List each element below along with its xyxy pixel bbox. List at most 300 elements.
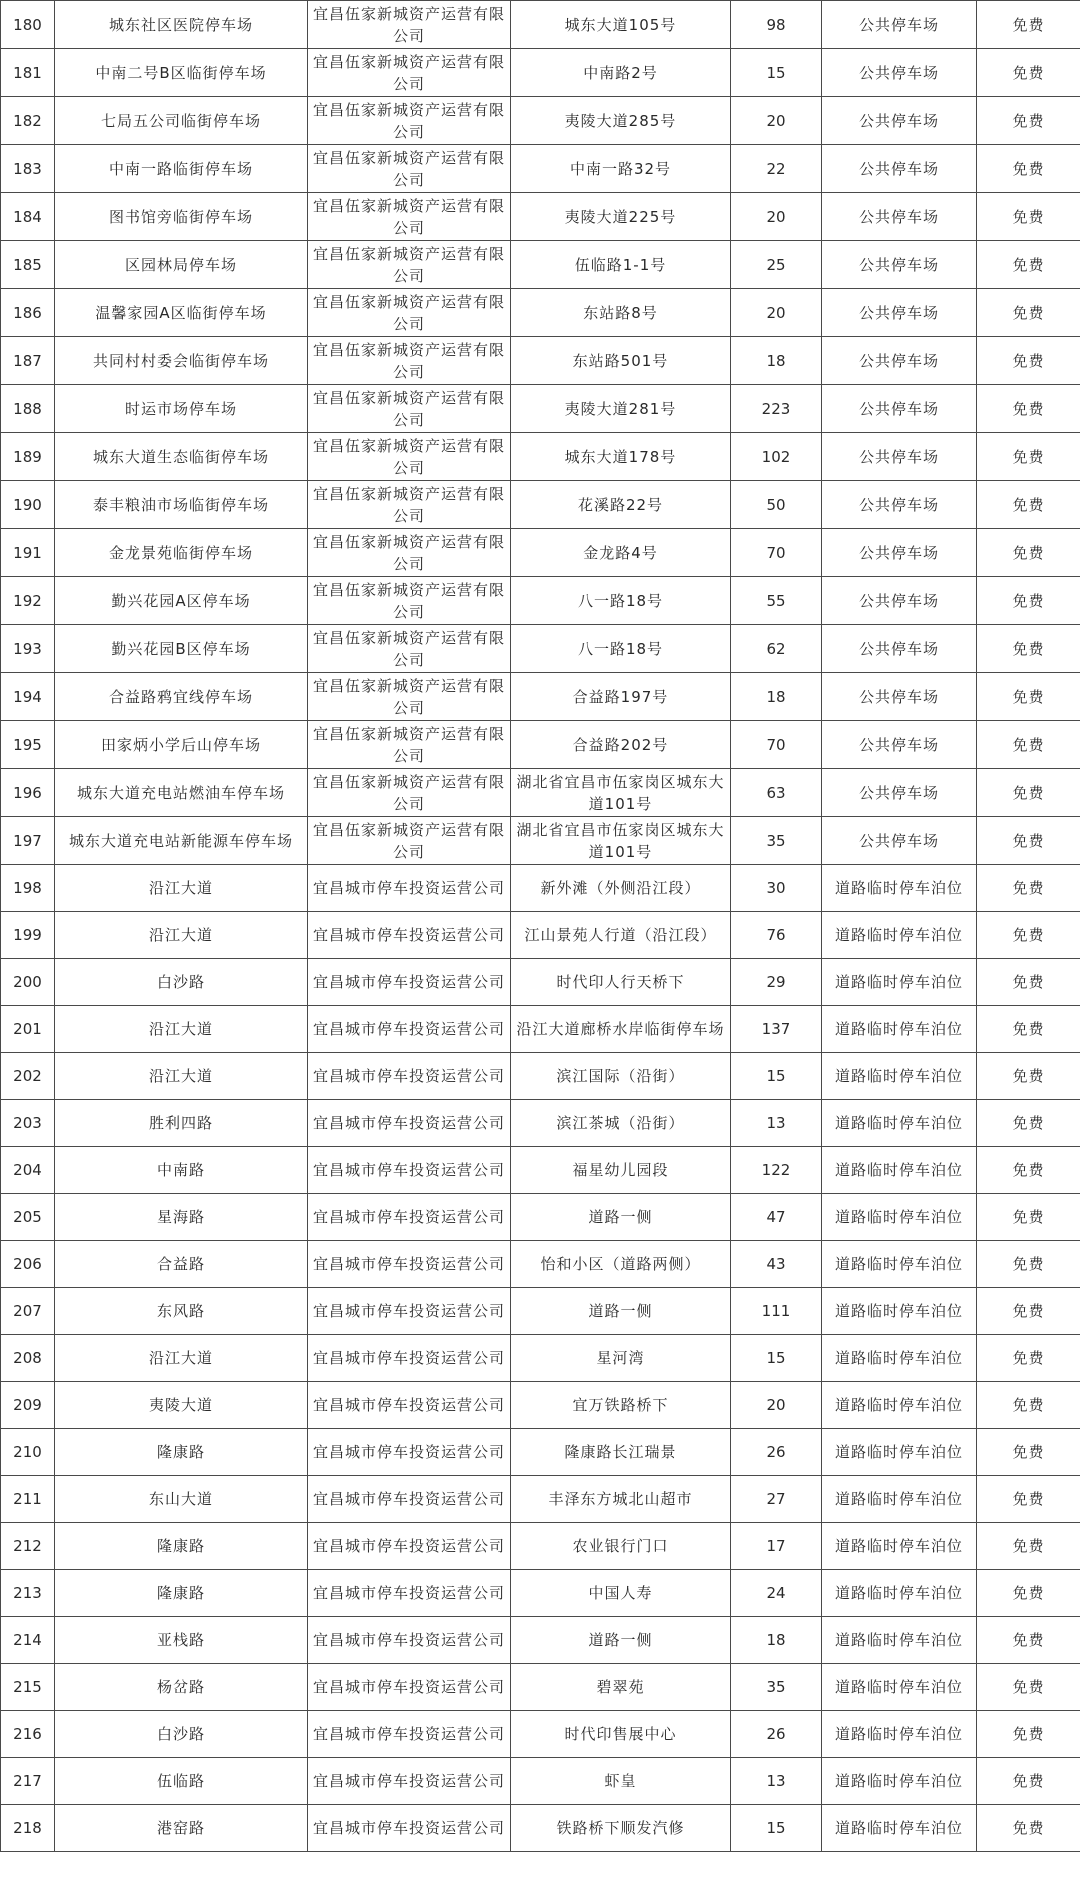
space-count-cell: 50 — [731, 481, 822, 529]
parking-name-cell: 沿江大道 — [55, 1053, 308, 1100]
space-count-cell: 17 — [731, 1523, 822, 1570]
address-cell: 城东大道105号 — [511, 1, 731, 49]
address-cell: 铁路桥下顺发汽修 — [511, 1805, 731, 1852]
space-count-cell: 62 — [731, 625, 822, 673]
operator-cell: 宜昌城市停车投资运营公司 — [308, 1664, 511, 1711]
parking-name-cell: 沿江大道 — [55, 865, 308, 912]
parking-type-cell: 公共停车场 — [822, 337, 977, 385]
address-cell: 中南路2号 — [511, 49, 731, 97]
operator-cell: 宜昌城市停车投资运营公司 — [308, 1711, 511, 1758]
operator-cell: 宜昌城市停车投资运营公司 — [308, 1194, 511, 1241]
fee-cell: 免费 — [977, 1805, 1080, 1852]
parking-type-cell: 道路临时停车泊位 — [822, 1429, 977, 1476]
table-row — [1, 1711, 1080, 1758]
row-number-cell: 183 — [1, 145, 55, 193]
table-row — [1, 241, 1080, 289]
parking-name-cell: 城东大道生态临街停车场 — [55, 433, 308, 481]
parking-name-cell: 图书馆旁临街停车场 — [55, 193, 308, 241]
fee-cell: 免费 — [977, 865, 1080, 912]
space-count-cell: 98 — [731, 1, 822, 49]
fee-cell: 免费 — [977, 1476, 1080, 1523]
table-row — [1, 959, 1080, 1006]
row-number-cell: 207 — [1, 1288, 55, 1335]
address-cell: 农业银行门口 — [511, 1523, 731, 1570]
fee-cell: 免费 — [977, 1335, 1080, 1382]
address-cell: 八一路18号 — [511, 577, 731, 625]
operator-cell: 宜昌伍家新城资产运营有限公司 — [308, 145, 511, 193]
table-row — [1, 1523, 1080, 1570]
parking-type-cell: 道路临时停车泊位 — [822, 1523, 977, 1570]
operator-cell: 宜昌城市停车投资运营公司 — [308, 959, 511, 1006]
parking-name-cell: 白沙路 — [55, 1711, 308, 1758]
fee-cell: 免费 — [977, 145, 1080, 193]
parking-type-cell: 公共停车场 — [822, 97, 977, 145]
row-number-cell: 205 — [1, 1194, 55, 1241]
parking-type-cell: 公共停车场 — [822, 577, 977, 625]
space-count-cell: 111 — [731, 1288, 822, 1335]
parking-type-cell: 公共停车场 — [822, 433, 977, 481]
fee-cell: 免费 — [977, 49, 1080, 97]
row-number-cell: 193 — [1, 625, 55, 673]
table-row — [1, 1570, 1080, 1617]
operator-cell: 宜昌城市停车投资运营公司 — [308, 1570, 511, 1617]
address-cell: 合益路197号 — [511, 673, 731, 721]
parking-type-cell: 公共停车场 — [822, 721, 977, 769]
row-number-cell: 206 — [1, 1241, 55, 1288]
parking-type-cell: 道路临时停车泊位 — [822, 1805, 977, 1852]
table-body — [1, 1, 1080, 1852]
parking-type-cell: 公共停车场 — [822, 289, 977, 337]
row-number-cell: 216 — [1, 1711, 55, 1758]
fee-cell: 免费 — [977, 1758, 1080, 1805]
fee-cell: 免费 — [977, 1288, 1080, 1335]
operator-cell: 宜昌城市停车投资运营公司 — [308, 1053, 511, 1100]
parking-type-cell: 公共停车场 — [822, 241, 977, 289]
address-cell: 道路一侧 — [511, 1617, 731, 1664]
address-cell: 东站路501号 — [511, 337, 731, 385]
address-cell: 东站路8号 — [511, 289, 731, 337]
operator-cell: 宜昌伍家新城资产运营有限公司 — [308, 1, 511, 49]
row-number-cell: 202 — [1, 1053, 55, 1100]
row-number-cell: 204 — [1, 1147, 55, 1194]
operator-cell: 宜昌城市停车投资运营公司 — [308, 865, 511, 912]
parking-name-cell: 共同村村委会临街停车场 — [55, 337, 308, 385]
parking-name-cell: 温馨家园A区临街停车场 — [55, 289, 308, 337]
row-number-cell: 201 — [1, 1006, 55, 1053]
space-count-cell: 13 — [731, 1758, 822, 1805]
operator-cell: 宜昌伍家新城资产运营有限公司 — [308, 193, 511, 241]
row-number-cell: 180 — [1, 1, 55, 49]
parking-type-cell: 道路临时停车泊位 — [822, 1053, 977, 1100]
table-row — [1, 673, 1080, 721]
operator-cell: 宜昌伍家新城资产运营有限公司 — [308, 721, 511, 769]
address-cell: 宜万铁路桥下 — [511, 1382, 731, 1429]
table-row — [1, 1006, 1080, 1053]
parking-type-cell: 公共停车场 — [822, 481, 977, 529]
operator-cell: 宜昌伍家新城资产运营有限公司 — [308, 529, 511, 577]
fee-cell: 免费 — [977, 1617, 1080, 1664]
parking-name-cell: 金龙景苑临街停车场 — [55, 529, 308, 577]
parking-type-cell: 道路临时停车泊位 — [822, 865, 977, 912]
operator-cell: 宜昌城市停车投资运营公司 — [308, 1382, 511, 1429]
operator-cell: 宜昌伍家新城资产运营有限公司 — [308, 577, 511, 625]
space-count-cell: 15 — [731, 1053, 822, 1100]
fee-cell: 免费 — [977, 1429, 1080, 1476]
operator-cell: 宜昌伍家新城资产运营有限公司 — [308, 97, 511, 145]
parking-type-cell: 公共停车场 — [822, 193, 977, 241]
space-count-cell: 20 — [731, 193, 822, 241]
address-cell: 伍临路1-1号 — [511, 241, 731, 289]
row-number-cell: 189 — [1, 433, 55, 481]
row-number-cell: 194 — [1, 673, 55, 721]
parking-name-cell: 城东社区医院停车场 — [55, 1, 308, 49]
row-number-cell: 188 — [1, 385, 55, 433]
operator-cell: 宜昌城市停车投资运营公司 — [308, 1288, 511, 1335]
address-cell: 金龙路4号 — [511, 529, 731, 577]
parking-type-cell: 道路临时停车泊位 — [822, 1147, 977, 1194]
operator-cell: 宜昌城市停车投资运营公司 — [308, 1523, 511, 1570]
table-row — [1, 385, 1080, 433]
table-row — [1, 97, 1080, 145]
operator-cell: 宜昌伍家新城资产运营有限公司 — [308, 337, 511, 385]
parking-type-cell: 道路临时停车泊位 — [822, 1194, 977, 1241]
fee-cell: 免费 — [977, 1711, 1080, 1758]
parking-type-cell: 道路临时停车泊位 — [822, 1570, 977, 1617]
fee-cell: 免费 — [977, 673, 1080, 721]
address-cell: 怡和小区（道路两侧） — [511, 1241, 731, 1288]
parking-name-cell: 勤兴花园B区停车场 — [55, 625, 308, 673]
address-cell: 沿江大道廊桥水岸临街停车场 — [511, 1006, 731, 1053]
parking-type-cell: 道路临时停车泊位 — [822, 1288, 977, 1335]
fee-cell: 免费 — [977, 289, 1080, 337]
parking-type-cell: 公共停车场 — [822, 145, 977, 193]
table-row — [1, 1805, 1080, 1852]
fee-cell: 免费 — [977, 241, 1080, 289]
operator-cell: 宜昌城市停车投资运营公司 — [308, 1147, 511, 1194]
table-row — [1, 1382, 1080, 1429]
operator-cell: 宜昌城市停车投资运营公司 — [308, 1335, 511, 1382]
table-row — [1, 337, 1080, 385]
operator-cell: 宜昌城市停车投资运营公司 — [308, 1805, 511, 1852]
address-cell: 道路一侧 — [511, 1288, 731, 1335]
address-cell: 八一路18号 — [511, 625, 731, 673]
table-row — [1, 865, 1080, 912]
parking-name-cell: 伍临路 — [55, 1758, 308, 1805]
table-row — [1, 1241, 1080, 1288]
parking-type-cell: 道路临时停车泊位 — [822, 1664, 977, 1711]
space-count-cell: 15 — [731, 49, 822, 97]
parking-name-cell: 合益路 — [55, 1241, 308, 1288]
parking-name-cell: 沿江大道 — [55, 1006, 308, 1053]
parking-name-cell: 沿江大道 — [55, 1335, 308, 1382]
parking-type-cell: 公共停车场 — [822, 1, 977, 49]
row-number-cell: 200 — [1, 959, 55, 1006]
row-number-cell: 218 — [1, 1805, 55, 1852]
row-number-cell: 186 — [1, 289, 55, 337]
parking-name-cell: 泰丰粮油市场临街停车场 — [55, 481, 308, 529]
parking-name-cell: 夷陵大道 — [55, 1382, 308, 1429]
parking-name-cell: 勤兴花园A区停车场 — [55, 577, 308, 625]
row-number-cell: 208 — [1, 1335, 55, 1382]
address-cell: 时代印售展中心 — [511, 1711, 731, 1758]
row-number-cell: 199 — [1, 912, 55, 959]
fee-cell: 免费 — [977, 1664, 1080, 1711]
space-count-cell: 18 — [731, 1617, 822, 1664]
address-cell: 丰泽东方城北山超市 — [511, 1476, 731, 1523]
row-number-cell: 187 — [1, 337, 55, 385]
operator-cell: 宜昌伍家新城资产运营有限公司 — [308, 49, 511, 97]
operator-cell: 宜昌城市停车投资运营公司 — [308, 912, 511, 959]
row-number-cell: 195 — [1, 721, 55, 769]
parking-type-cell: 道路临时停车泊位 — [822, 1758, 977, 1805]
space-count-cell: 27 — [731, 1476, 822, 1523]
parking-type-cell: 公共停车场 — [822, 385, 977, 433]
operator-cell: 宜昌城市停车投资运营公司 — [308, 1758, 511, 1805]
operator-cell: 宜昌城市停车投资运营公司 — [308, 1429, 511, 1476]
row-number-cell: 209 — [1, 1382, 55, 1429]
space-count-cell: 137 — [731, 1006, 822, 1053]
parking-type-cell: 道路临时停车泊位 — [822, 1711, 977, 1758]
space-count-cell: 76 — [731, 912, 822, 959]
space-count-cell: 22 — [731, 145, 822, 193]
space-count-cell: 13 — [731, 1100, 822, 1147]
space-count-cell: 20 — [731, 1382, 822, 1429]
fee-cell: 免费 — [977, 1241, 1080, 1288]
row-number-cell: 211 — [1, 1476, 55, 1523]
address-cell: 新外滩（外侧沿江段） — [511, 865, 731, 912]
fee-cell: 免费 — [977, 1006, 1080, 1053]
parking-name-cell: 城东大道充电站新能源车停车场 — [55, 817, 308, 865]
address-cell: 福星幼儿园段 — [511, 1147, 731, 1194]
space-count-cell: 18 — [731, 337, 822, 385]
operator-cell: 宜昌伍家新城资产运营有限公司 — [308, 673, 511, 721]
operator-cell: 宜昌伍家新城资产运营有限公司 — [308, 625, 511, 673]
parking-type-cell: 公共停车场 — [822, 817, 977, 865]
parking-name-cell: 隆康路 — [55, 1429, 308, 1476]
fee-cell: 免费 — [977, 193, 1080, 241]
space-count-cell: 20 — [731, 97, 822, 145]
parking-type-cell: 公共停车场 — [822, 49, 977, 97]
fee-cell: 免费 — [977, 721, 1080, 769]
operator-cell: 宜昌城市停车投资运营公司 — [308, 1006, 511, 1053]
fee-cell: 免费 — [977, 337, 1080, 385]
parking-name-cell: 沿江大道 — [55, 912, 308, 959]
address-cell: 中国人寿 — [511, 1570, 731, 1617]
fee-cell: 免费 — [977, 1382, 1080, 1429]
table-row — [1, 721, 1080, 769]
fee-cell: 免费 — [977, 433, 1080, 481]
space-count-cell: 63 — [731, 769, 822, 817]
address-cell: 时代印人行天桥下 — [511, 959, 731, 1006]
parking-name-cell: 中南路 — [55, 1147, 308, 1194]
parking-type-cell: 公共停车场 — [822, 769, 977, 817]
table-row — [1, 481, 1080, 529]
address-cell: 夷陵大道281号 — [511, 385, 731, 433]
table-row — [1, 433, 1080, 481]
table-row — [1, 817, 1080, 865]
row-number-cell: 197 — [1, 817, 55, 865]
parking-name-cell: 中南二号B区临街停车场 — [55, 49, 308, 97]
row-number-cell: 196 — [1, 769, 55, 817]
row-number-cell: 185 — [1, 241, 55, 289]
space-count-cell: 43 — [731, 1241, 822, 1288]
parking-name-cell: 城东大道充电站燃油车停车场 — [55, 769, 308, 817]
address-cell: 夷陵大道285号 — [511, 97, 731, 145]
operator-cell: 宜昌城市停车投资运营公司 — [308, 1476, 511, 1523]
operator-cell: 宜昌城市停车投资运营公司 — [308, 1100, 511, 1147]
row-number-cell: 192 — [1, 577, 55, 625]
parking-name-cell: 隆康路 — [55, 1523, 308, 1570]
space-count-cell: 70 — [731, 529, 822, 577]
table-row — [1, 1617, 1080, 1664]
table-row — [1, 1664, 1080, 1711]
fee-cell: 免费 — [977, 1523, 1080, 1570]
parking-type-cell: 公共停车场 — [822, 625, 977, 673]
space-count-cell: 35 — [731, 817, 822, 865]
parking-name-cell: 亚栈路 — [55, 1617, 308, 1664]
address-cell: 城东大道178号 — [511, 433, 731, 481]
row-number-cell: 190 — [1, 481, 55, 529]
parking-name-cell: 田家炳小学后山停车场 — [55, 721, 308, 769]
table-row — [1, 912, 1080, 959]
space-count-cell: 20 — [731, 289, 822, 337]
address-cell: 星河湾 — [511, 1335, 731, 1382]
space-count-cell: 70 — [731, 721, 822, 769]
parking-name-cell: 合益路鸦宜线停车场 — [55, 673, 308, 721]
table-row — [1, 289, 1080, 337]
fee-cell: 免费 — [977, 1053, 1080, 1100]
fee-cell: 免费 — [977, 912, 1080, 959]
address-cell: 夷陵大道225号 — [511, 193, 731, 241]
row-number-cell: 181 — [1, 49, 55, 97]
fee-cell: 免费 — [977, 959, 1080, 1006]
parking-type-cell: 道路临时停车泊位 — [822, 1476, 977, 1523]
row-number-cell: 214 — [1, 1617, 55, 1664]
table-row — [1, 1758, 1080, 1805]
operator-cell: 宜昌城市停车投资运营公司 — [308, 1241, 511, 1288]
table-row — [1, 1053, 1080, 1100]
address-cell: 江山景苑人行道（沿江段） — [511, 912, 731, 959]
operator-cell: 宜昌伍家新城资产运营有限公司 — [308, 289, 511, 337]
address-cell: 合益路202号 — [511, 721, 731, 769]
parking-type-cell: 道路临时停车泊位 — [822, 912, 977, 959]
address-cell: 隆康路长江瑞景 — [511, 1429, 731, 1476]
space-count-cell: 223 — [731, 385, 822, 433]
parking-name-cell: 星海路 — [55, 1194, 308, 1241]
parking-type-cell: 道路临时停车泊位 — [822, 1100, 977, 1147]
parking-name-cell: 中南一路临街停车场 — [55, 145, 308, 193]
space-count-cell: 29 — [731, 959, 822, 1006]
parking-type-cell: 公共停车场 — [822, 673, 977, 721]
table-row — [1, 145, 1080, 193]
parking-name-cell: 杨岔路 — [55, 1664, 308, 1711]
operator-cell: 宜昌伍家新城资产运营有限公司 — [308, 433, 511, 481]
parking-name-cell: 东风路 — [55, 1288, 308, 1335]
space-count-cell: 102 — [731, 433, 822, 481]
table-row — [1, 1429, 1080, 1476]
operator-cell: 宜昌伍家新城资产运营有限公司 — [308, 817, 511, 865]
row-number-cell: 191 — [1, 529, 55, 577]
space-count-cell: 47 — [731, 1194, 822, 1241]
parking-name-cell: 七局五公司临街停车场 — [55, 97, 308, 145]
space-count-cell: 25 — [731, 241, 822, 289]
address-cell: 碧翠苑 — [511, 1664, 731, 1711]
row-number-cell: 212 — [1, 1523, 55, 1570]
table-row — [1, 625, 1080, 673]
fee-cell: 免费 — [977, 97, 1080, 145]
address-cell: 虾皇 — [511, 1758, 731, 1805]
parking-type-cell: 道路临时停车泊位 — [822, 1241, 977, 1288]
table-row — [1, 193, 1080, 241]
space-count-cell: 15 — [731, 1335, 822, 1382]
parking-name-cell: 隆康路 — [55, 1570, 308, 1617]
table-row — [1, 1476, 1080, 1523]
parking-type-cell: 道路临时停车泊位 — [822, 959, 977, 1006]
parking-type-cell: 公共停车场 — [822, 529, 977, 577]
space-count-cell: 24 — [731, 1570, 822, 1617]
fee-cell: 免费 — [977, 1100, 1080, 1147]
fee-cell: 免费 — [977, 1194, 1080, 1241]
parking-name-cell: 东山大道 — [55, 1476, 308, 1523]
fee-cell: 免费 — [977, 625, 1080, 673]
row-number-cell: 184 — [1, 193, 55, 241]
address-cell: 花溪路22号 — [511, 481, 731, 529]
space-count-cell: 26 — [731, 1711, 822, 1758]
address-cell: 湖北省宜昌市伍家岗区城东大道101号 — [511, 817, 731, 865]
fee-cell: 免费 — [977, 577, 1080, 625]
address-cell: 滨江茶城（沿街） — [511, 1100, 731, 1147]
parking-name-cell: 时运市场停车场 — [55, 385, 308, 433]
row-number-cell: 215 — [1, 1664, 55, 1711]
space-count-cell: 55 — [731, 577, 822, 625]
table-row — [1, 49, 1080, 97]
fee-cell: 免费 — [977, 481, 1080, 529]
parking-type-cell: 道路临时停车泊位 — [822, 1335, 977, 1382]
row-number-cell: 217 — [1, 1758, 55, 1805]
fee-cell: 免费 — [977, 817, 1080, 865]
row-number-cell: 182 — [1, 97, 55, 145]
table-row — [1, 1, 1080, 49]
operator-cell: 宜昌伍家新城资产运营有限公司 — [308, 241, 511, 289]
table-row — [1, 769, 1080, 817]
space-count-cell: 26 — [731, 1429, 822, 1476]
parking-name-cell: 白沙路 — [55, 959, 308, 1006]
table-row — [1, 1288, 1080, 1335]
table-row — [1, 1194, 1080, 1241]
table-row — [1, 1335, 1080, 1382]
row-number-cell: 213 — [1, 1570, 55, 1617]
parking-name-cell: 胜利四路 — [55, 1100, 308, 1147]
table-row — [1, 529, 1080, 577]
row-number-cell: 203 — [1, 1100, 55, 1147]
parking-name-cell: 港窑路 — [55, 1805, 308, 1852]
space-count-cell: 15 — [731, 1805, 822, 1852]
table-row — [1, 1147, 1080, 1194]
fee-cell: 免费 — [977, 769, 1080, 817]
operator-cell: 宜昌伍家新城资产运营有限公司 — [308, 481, 511, 529]
fee-cell: 免费 — [977, 385, 1080, 433]
fee-cell: 免费 — [977, 1570, 1080, 1617]
parking-type-cell: 道路临时停车泊位 — [822, 1006, 977, 1053]
space-count-cell: 35 — [731, 1664, 822, 1711]
table-row — [1, 577, 1080, 625]
address-cell: 道路一侧 — [511, 1194, 731, 1241]
table-row — [1, 1100, 1080, 1147]
space-count-cell: 30 — [731, 865, 822, 912]
fee-cell: 免费 — [977, 1, 1080, 49]
address-cell: 湖北省宜昌市伍家岗区城东大道101号 — [511, 769, 731, 817]
address-cell: 滨江国际（沿街） — [511, 1053, 731, 1100]
